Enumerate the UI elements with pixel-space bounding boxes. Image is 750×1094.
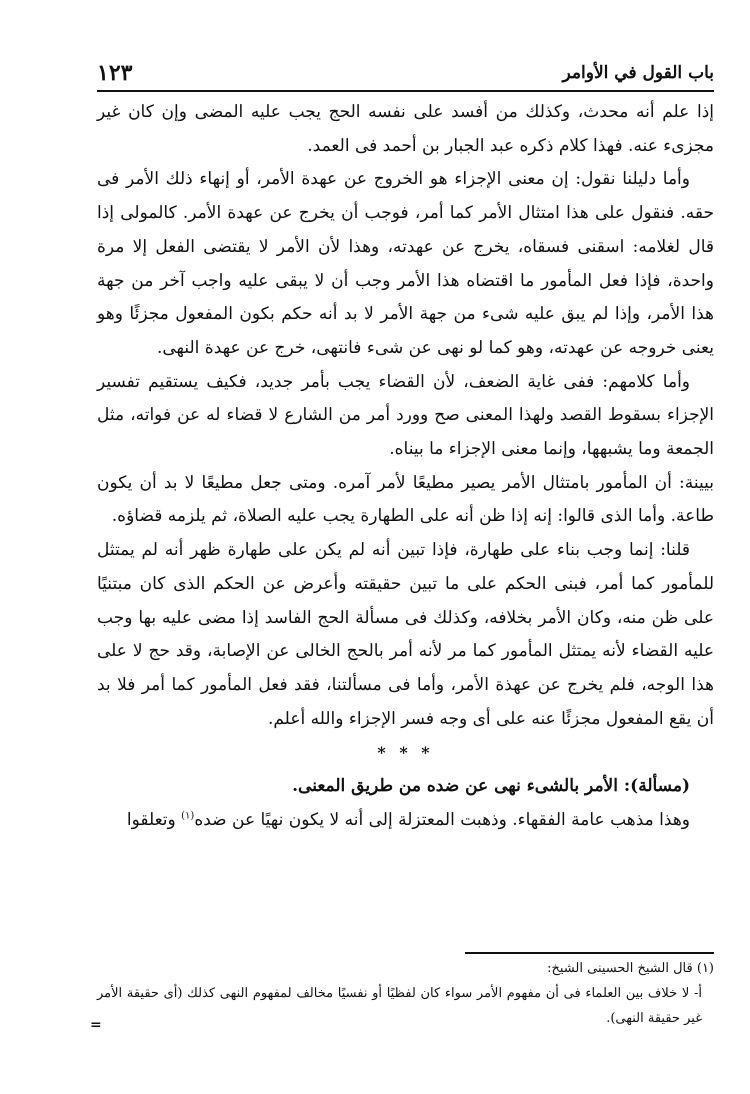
section-separator: * * * — [377, 743, 434, 763]
footnote-marker[interactable]: (١) — [181, 810, 195, 822]
paragraph-2: وأما دليلنا نقول: إن معنى الإجزاء هو الخروج عن عهدة الأمر، أو إنهاء ذلك الأمر فى حقه. فنقول على هذا امتثال الأمر كما أمر، فوجب أن يخرج عن عهدة الأمر. كالمولى إذا قال لغلامه: اسقنى فسقاه، يخرج عن عهدته، وهذا لأن الأمر لا يقتضى الفعل إلا مرة واحدة، فإذا فعل المأمور ما اقتضاه هذا الأمر وجب أن لا يبقى عليه واجب آخر من جهة هذا الأمر، وإذا لم يبق عليه شىء من جهة الأمر لا بد أنه حكم بكون المفعول مجزئًا وهو يعنى خروجه عن عهدته، وهو كما لو نهى عن شىء فانتهى، خرج عن عهدة النهى. — [97, 169, 714, 358]
page-number: ١٢٣ — [97, 60, 133, 86]
paragraph-6-text: وهذا مذهب عامة الفقهاء. وذهبت المعتزلة إلى أنه لا يكون نهيًا عن ضده — [194, 809, 690, 830]
page-header — [97, 56, 714, 90]
section-heading: (مسألة): الأمر بالشىء نهى عن ضده من طريق المعنى. — [292, 776, 690, 797]
paragraph-6-tail: وتعلقوا — [126, 809, 182, 830]
footnotes — [97, 956, 714, 1031]
footnote-1-label: (١) قال الشيخ الحسينى الشيخ: — [547, 961, 714, 976]
running-title: باب القول في الأوامر — [562, 63, 714, 83]
header-divider — [97, 90, 714, 92]
paragraph-1: إذا علم أنه محدث، وكذلك من أفسد على نفسه الحج يجب عليه المضى وإن كان غير مجزىء عنه. فهذا كلام ذكره عبد الجبار بن أحمد فى العمد. — [97, 102, 714, 156]
paragraph-3: وأما كلامهم: ففى غاية الضعف، لأن القضاء يجب بأمر جديد، فكيف يستقيم تفسير الإجزاء بسقوط القصد ولهذا المعنى صح وورد أمر من الشارع لا قضاء له عن فواته، مثل الجمعة وما يشبهها، وإنما معنى الإجزاء ما بيناه. — [97, 371, 714, 460]
footnote-1-text: أ- لا خلاف بين العلماء فى أن مفهوم الأمر سواء كان لفظيًا أو نفسيًا مخالف لمفهوم النهى كذلك (أى حقيقة الأمر غير حقيقة النهى). — [97, 986, 702, 1026]
paragraph-5: قلنا: إنما وجب بناء على طهارة، فإذا تبين أنه لم يكن على طهارة ظهر أنه لم يمتثل للمأمور كما أمر، فبنى الحكم على ما تبين حقيقته وأعرض عن الحكم الذى كان مبتنيًا على ظن منه، وكان الأمر بخلافه، وكذلك فى مسألة الحج الفاسد إذا مضى عليه بها وجب عليه القضاء لأنه يمتثل المأمور كما مر لأنه أمر بالحج الخالى عن الإصابة، وقد حج لا على هذا الوجه، فلم يخرج عن عهذة الأمر، وأما فى مسألتنا، فقد فعل المأمور كما أمر فلا بد أن يقع المفعول مجزئًا عنه على أى وجه فسر الإجزاء والله أعلم. — [97, 540, 714, 729]
main-text — [97, 96, 714, 837]
paragraph-4: بيينة: أن المأمور بامتثال الأمر يصير مطيعًا لأمر آمره. ومتى جعل مطيعًا لا بد أن يكون طاعة. وأما الذى قالوا: إنه إذا ظن أنه على الطهارة يجب عليه الصلاة، ثم يلزمه قضاؤه. — [97, 472, 714, 527]
footnote-continuation-mark: = — [90, 1017, 102, 1033]
paragraph-6 — [97, 804, 714, 838]
footnote-divider — [465, 952, 714, 954]
